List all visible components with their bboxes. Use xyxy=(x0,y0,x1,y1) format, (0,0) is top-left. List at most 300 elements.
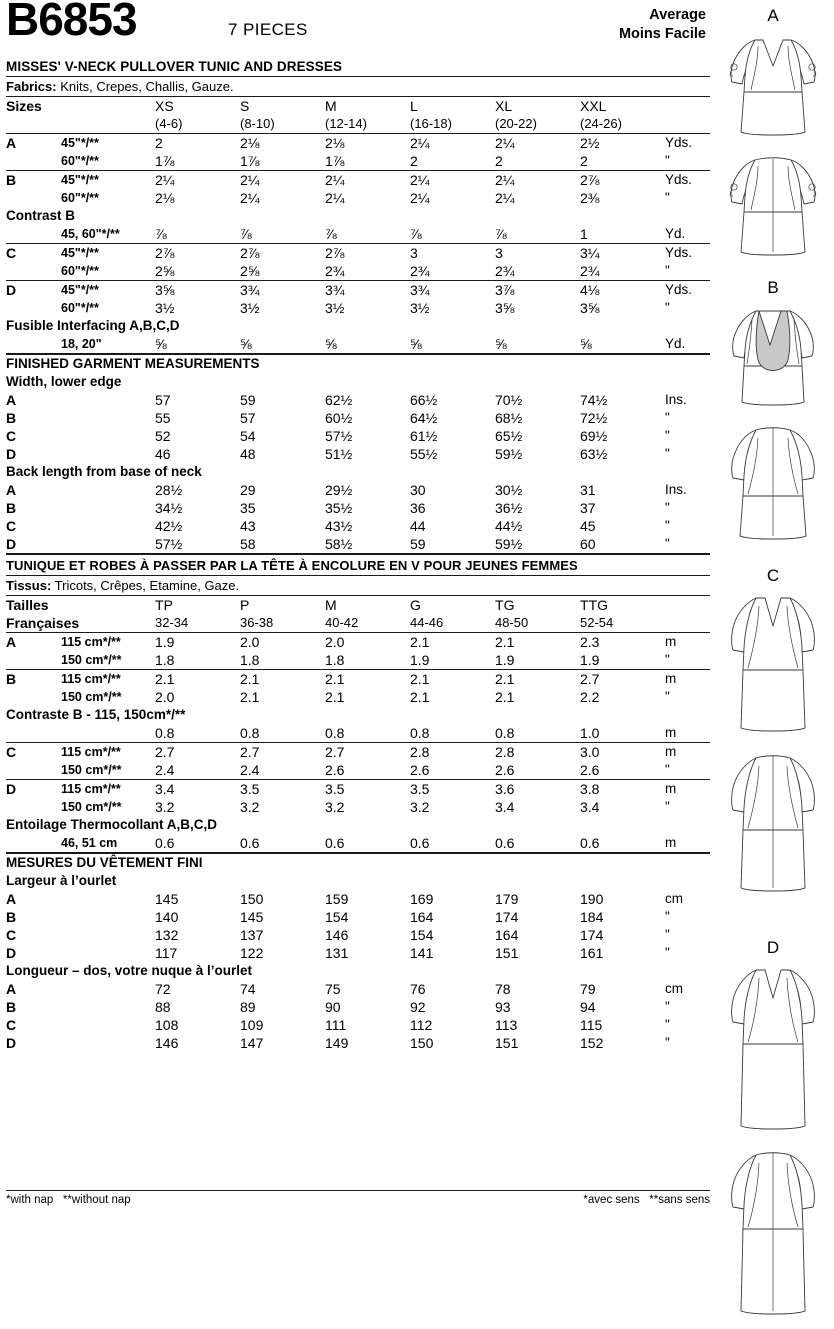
nap-note-french: *avec sens **sans sens xyxy=(583,1194,710,1206)
yardage-value: 3.2 xyxy=(155,799,175,815)
yardage-value: 1.9 xyxy=(495,652,515,668)
measurement-value: 57½ xyxy=(325,428,353,444)
measurement-value: 145 xyxy=(155,891,179,907)
yardage-value: 2.7 xyxy=(580,671,600,687)
fgm-length-label: Longueur – dos, votre nuque à l’ourlet xyxy=(6,963,253,978)
yardage-value: 2¼ xyxy=(495,135,515,151)
yardage-value: 2.6 xyxy=(410,762,430,778)
unit-cell xyxy=(665,596,710,614)
measurement-value: 57 xyxy=(155,392,171,408)
view-label-a: A xyxy=(767,6,779,25)
yardage-value: ⅞ xyxy=(495,226,507,242)
table-row xyxy=(6,1034,710,1052)
table-row xyxy=(6,281,710,299)
measurement-value: 190 xyxy=(580,891,604,907)
yardage-value: 2.0 xyxy=(155,689,175,705)
measurement-value: 88 xyxy=(155,999,171,1015)
measurement-value: 159 xyxy=(325,891,349,907)
yardage-value: 3.5 xyxy=(240,781,260,797)
yardage-value: 2¾ xyxy=(325,263,345,279)
size-code: L xyxy=(410,98,418,114)
difficulty-french: Moins Facile xyxy=(618,25,706,42)
yardage-value: 2.1 xyxy=(410,634,430,650)
measurement-value: 59 xyxy=(240,392,256,408)
yardage-value: 1.8 xyxy=(240,652,260,668)
sizes-label: Tailles xyxy=(6,597,49,613)
measurement-value: 59½ xyxy=(495,536,523,552)
yardage-value: 3¾ xyxy=(410,282,430,298)
measurement-value: 63½ xyxy=(580,446,608,462)
view-b-front-illustration xyxy=(718,298,828,418)
fgm-length-label: Back length from base of neck xyxy=(6,464,202,479)
contrast-b-label: Contrast B xyxy=(6,208,76,223)
unit-cell: " xyxy=(665,446,670,461)
size-code: TG xyxy=(495,597,515,613)
yardage-value: 2.1 xyxy=(325,689,345,705)
unit-cell: " xyxy=(665,1017,670,1032)
fabric-width: 60"*/** xyxy=(61,301,99,315)
yardage-value: 2.7 xyxy=(240,744,260,760)
table-row xyxy=(6,780,710,798)
yardage-value: 3⅝ xyxy=(580,300,600,316)
view-c-back-illustration xyxy=(718,746,828,906)
yardage-value: 2.7 xyxy=(325,744,345,760)
english-yardage-b xyxy=(6,171,710,243)
unit-cell: " xyxy=(665,428,670,443)
yardage-value: 2.1 xyxy=(410,689,430,705)
yardage-value: 0.8 xyxy=(495,725,515,741)
fabric-width: 60"*/** xyxy=(61,264,99,278)
table-row xyxy=(6,651,710,669)
table-row xyxy=(6,97,710,115)
yardage-value: 4⅛ xyxy=(580,282,600,298)
unit-cell: Yds. xyxy=(665,245,693,260)
yardage-value: 1.9 xyxy=(155,634,175,650)
measurement-value: 90 xyxy=(325,999,341,1015)
view-letter: C xyxy=(6,428,17,444)
measurement-value: 137 xyxy=(240,927,264,943)
measurement-value: 154 xyxy=(410,927,434,943)
yardage-value: 3.2 xyxy=(240,799,260,815)
yardage-value: 2¾ xyxy=(580,263,600,279)
table-row xyxy=(6,926,710,944)
view-letter: A xyxy=(6,634,17,650)
measurement-value: 30 xyxy=(410,482,426,498)
table-row xyxy=(6,706,710,724)
yardage-value: 2¼ xyxy=(325,190,345,206)
table-row xyxy=(6,225,710,243)
spacer-cell xyxy=(61,980,155,998)
measurement-value: 140 xyxy=(155,909,179,925)
table-row xyxy=(6,499,710,517)
yardage-value: 2.1 xyxy=(410,671,430,687)
view-d-front-illustration xyxy=(718,958,828,1143)
size-range: (8-10) xyxy=(240,116,275,131)
pattern-number: B6853 xyxy=(6,0,137,45)
unit-cell: " xyxy=(665,652,670,667)
fabric-width: 46, 51 cm xyxy=(61,836,118,850)
yardage-value: 0.6 xyxy=(240,835,260,851)
yardage-value: 2.2 xyxy=(580,689,600,705)
spacer-cell xyxy=(61,517,155,535)
view-label-d: D xyxy=(766,938,780,957)
view-b-back-illustration xyxy=(718,418,828,548)
spacer-cell xyxy=(61,1016,155,1034)
table-row xyxy=(6,134,710,152)
measurement-value: 29 xyxy=(240,482,256,498)
view-letter: A xyxy=(6,135,17,151)
measurement-value: 92 xyxy=(410,999,426,1015)
size-code: TTG xyxy=(580,597,609,613)
french-fabrics-value: Tricots, Crêpes, Etamine, Gaze. xyxy=(51,578,240,593)
measurement-value: 29½ xyxy=(325,482,353,498)
view-group-c xyxy=(712,566,834,906)
english-fabrics-label: Fabrics: xyxy=(6,79,57,94)
measurement-value: 58½ xyxy=(325,536,353,552)
unit-cell xyxy=(665,97,710,115)
yardage-value: 2¾ xyxy=(495,263,515,279)
contrast-b-label: Contraste B - 115, 150cm*/** xyxy=(6,707,186,722)
table-row xyxy=(6,834,710,852)
english-yardage-c xyxy=(6,244,710,280)
measurement-value: 42½ xyxy=(155,518,183,534)
fabric-width: 45"*/** xyxy=(61,136,99,150)
yardage-value: 3.4 xyxy=(495,799,515,815)
yardage-value: 3.8 xyxy=(580,781,600,797)
view-letter: D xyxy=(6,781,17,797)
table-row xyxy=(6,373,710,391)
unit-cell: " xyxy=(665,999,670,1014)
measurement-value: 57½ xyxy=(155,536,183,552)
table-row xyxy=(6,355,710,373)
table-row xyxy=(6,171,710,189)
measurement-value: 72 xyxy=(155,981,171,997)
measurement-value: 55½ xyxy=(410,446,438,462)
yardage-value: ⅝ xyxy=(155,336,167,352)
measurement-value: 131 xyxy=(325,945,349,961)
yardage-value: 2¼ xyxy=(240,190,260,206)
table-row xyxy=(6,908,710,926)
size-code: M xyxy=(325,98,337,114)
yardage-value: 2¼ xyxy=(495,190,515,206)
table-row xyxy=(6,535,710,553)
spacer-cell xyxy=(61,1034,155,1052)
yardage-value: 1⅞ xyxy=(155,153,175,169)
yardage-value: 0.6 xyxy=(495,835,515,851)
measurement-value: 65½ xyxy=(495,428,523,444)
measurement-value: 150 xyxy=(410,1035,434,1051)
spacer-cell xyxy=(61,445,155,463)
yardage-value: 2¼ xyxy=(410,135,430,151)
table-row xyxy=(6,633,710,651)
measurement-value: 174 xyxy=(580,927,604,943)
unit-cell: " xyxy=(665,1035,670,1050)
unit-cell: " xyxy=(665,689,670,704)
unit-cell: " xyxy=(665,263,670,278)
measurement-value: 174 xyxy=(495,909,519,925)
table-row xyxy=(6,816,710,834)
yardage-value: 3.4 xyxy=(580,799,600,815)
measurement-value: 154 xyxy=(325,909,349,925)
view-group-b xyxy=(712,278,834,548)
measurement-value: 31 xyxy=(580,482,596,498)
measurement-value: 43½ xyxy=(325,518,353,534)
fabric-width: 45"*/** xyxy=(61,173,99,187)
yardage-value: 3.6 xyxy=(495,781,515,797)
view-letter: D xyxy=(6,282,17,298)
nap-note-english: *with nap **without nap xyxy=(6,1194,131,1206)
yardage-value: 3.5 xyxy=(410,781,430,797)
spacer-cell xyxy=(6,724,61,742)
view-letter: B xyxy=(6,909,17,925)
measurement-value: 46 xyxy=(155,446,171,462)
measurement-value: 70½ xyxy=(495,392,523,408)
measurement-value: 37 xyxy=(580,500,596,516)
view-letter: C xyxy=(6,744,17,760)
table-row xyxy=(6,670,710,688)
measurement-value: 75 xyxy=(325,981,341,997)
yardage-value: ⅞ xyxy=(410,226,422,242)
yardage-value: 2 xyxy=(495,153,503,169)
yardage-value: 1.8 xyxy=(325,652,345,668)
fabric-width: 45"*/** xyxy=(61,283,99,297)
fabric-width xyxy=(61,724,155,742)
measurement-value: 59 xyxy=(410,536,426,552)
view-letter: A xyxy=(6,392,17,408)
table-row xyxy=(6,998,710,1016)
measurement-value: 122 xyxy=(240,945,264,961)
table-row xyxy=(6,189,710,207)
yardage-value: ⅞ xyxy=(325,226,337,242)
yardage-value: 2.6 xyxy=(580,762,600,778)
measurement-value: 62½ xyxy=(325,392,353,408)
measurement-value: 149 xyxy=(325,1035,349,1051)
fabric-width: 115 cm*/** xyxy=(61,635,121,649)
yardage-value: 2.3 xyxy=(580,634,600,650)
fabric-width: 150 cm*/** xyxy=(61,800,122,814)
size-code: P xyxy=(240,597,250,613)
fgm-width-label: Largeur à l’ourlet xyxy=(6,873,117,888)
yardage-value: 2⅝ xyxy=(155,263,175,279)
yardage-value: 2.1 xyxy=(325,671,345,687)
yardage-value: 3⅝ xyxy=(155,282,175,298)
measurement-value: 35½ xyxy=(325,500,353,516)
measurement-value: 64½ xyxy=(410,410,438,426)
yardage-value: 2 xyxy=(410,153,418,169)
unit-cell: Ins. xyxy=(665,482,687,497)
measurement-value: 164 xyxy=(495,927,519,943)
envelope-header xyxy=(6,0,710,58)
yardage-value: 0.8 xyxy=(155,725,175,741)
yardage-value: 0.6 xyxy=(410,835,430,851)
measurement-value: 52 xyxy=(155,428,171,444)
yardage-value: 2.1 xyxy=(495,689,515,705)
measurement-value: 132 xyxy=(155,927,179,943)
measurement-value: 94 xyxy=(580,999,596,1015)
unit-cell: " xyxy=(665,945,670,960)
table-row xyxy=(6,335,710,353)
view-label-b: B xyxy=(767,278,779,297)
spacer-cell xyxy=(61,998,155,1016)
size-range: (24-26) xyxy=(580,116,622,131)
yardage-value: 3¾ xyxy=(325,282,345,298)
yardage-value: 3.5 xyxy=(325,781,345,797)
measurement-value: 35 xyxy=(240,500,256,516)
unit-cell: " xyxy=(665,410,670,425)
view-letter: C xyxy=(6,245,17,261)
view-letter: A xyxy=(6,891,17,907)
fabric-width: 150 cm*/** xyxy=(61,763,122,777)
english-title: MISSES' V-NECK PULLOVER TUNIC AND DRESSES xyxy=(6,59,343,74)
french-size-header-table xyxy=(6,596,710,632)
view-c-front-illustration xyxy=(718,586,828,746)
yardage-value: 2.1 xyxy=(155,671,175,687)
view-label-c: C xyxy=(766,566,780,585)
measurement-value: 109 xyxy=(240,1017,264,1033)
unit-cell: " xyxy=(665,536,670,551)
yardage-value: 1 xyxy=(580,226,588,242)
yardage-value: 2⅞ xyxy=(155,245,175,261)
spacer-cell xyxy=(6,225,61,243)
measurement-value: 141 xyxy=(410,945,434,961)
measurement-value: 55 xyxy=(155,410,171,426)
table-row xyxy=(6,688,710,706)
measurement-value: 61½ xyxy=(410,428,438,444)
fabric-width: 60"*/** xyxy=(61,154,99,168)
yardage-value: 2⅞ xyxy=(240,245,260,261)
fgm-title: MESURES DU VÊTEMENT FINI xyxy=(6,855,203,870)
yardage-value: 2 xyxy=(155,135,163,151)
table-row xyxy=(6,743,710,761)
table-row xyxy=(6,944,710,962)
fabric-width: 150 cm*/** xyxy=(61,690,122,704)
measurement-value: 36 xyxy=(410,500,426,516)
measurement-value: 72½ xyxy=(580,410,608,426)
yardage-value: 2⅞ xyxy=(325,245,345,261)
unit-cell: Yds. xyxy=(665,135,693,150)
spacer-cell xyxy=(61,535,155,553)
yardage-value: 2¼ xyxy=(155,172,175,188)
view-letter: A xyxy=(6,482,17,498)
fabric-width: 115 cm*/** xyxy=(61,745,121,759)
yardage-value: 2.1 xyxy=(240,671,260,687)
size-range: (20-22) xyxy=(495,116,537,131)
measurement-value: 74½ xyxy=(580,392,608,408)
table-row xyxy=(6,798,710,816)
yardage-value: ⅝ xyxy=(325,336,337,352)
yardage-value: ⅝ xyxy=(580,336,592,352)
table-row xyxy=(6,724,710,742)
size-range: 52-54 xyxy=(580,615,614,630)
french-yardage-b xyxy=(6,670,710,742)
size-code: S xyxy=(240,98,250,114)
yardage-value: 2⅝ xyxy=(240,263,260,279)
yardage-value: 2.1 xyxy=(240,689,260,705)
yardage-value: 2½ xyxy=(580,135,600,151)
yardage-value: 1⅞ xyxy=(240,153,260,169)
measurement-value: 69½ xyxy=(580,428,608,444)
yardage-value: 1.9 xyxy=(410,652,430,668)
yardage-value: 2.4 xyxy=(155,762,175,778)
measurement-value: 68½ xyxy=(495,410,523,426)
table-row xyxy=(6,409,710,427)
table-row xyxy=(6,872,710,890)
yardage-value: 2.0 xyxy=(325,634,345,650)
measurement-value: 74 xyxy=(240,981,256,997)
size-range: (12-14) xyxy=(325,116,367,131)
footer xyxy=(6,1190,710,1206)
measurement-value: 45 xyxy=(580,518,596,534)
unit-cell: " xyxy=(665,909,670,924)
size-code: G xyxy=(410,597,421,613)
measurement-value: 89 xyxy=(240,999,256,1015)
unit-cell: Yd. xyxy=(665,226,686,241)
view-letter: B xyxy=(6,410,17,426)
table-row xyxy=(6,463,710,481)
yardage-value: 2.4 xyxy=(240,762,260,778)
french-finished-measurements xyxy=(6,854,710,1052)
yardage-value: 2.0 xyxy=(240,634,260,650)
yardage-value: 0.6 xyxy=(325,835,345,851)
unit-cell: " xyxy=(665,500,670,515)
table-row xyxy=(6,299,710,317)
table-row xyxy=(6,115,710,133)
spacer-cell xyxy=(61,908,155,926)
measurement-value: 54 xyxy=(240,428,256,444)
view-group-a xyxy=(712,6,834,266)
fgm-title: FINISHED GARMENT MEASUREMENTS xyxy=(6,356,260,371)
yardage-value: 2¼ xyxy=(410,190,430,206)
measurement-value: 111 xyxy=(325,1017,347,1033)
yardage-value: 2.6 xyxy=(325,762,345,778)
yardage-value: 3⅝ xyxy=(495,300,515,316)
yardage-value: 3 xyxy=(410,245,418,261)
measurement-value: 93 xyxy=(495,999,511,1015)
yardage-value: 1⅞ xyxy=(325,153,345,169)
size-range: 32-34 xyxy=(155,615,189,630)
yardage-value: 2.8 xyxy=(495,744,515,760)
measurement-value: 161 xyxy=(580,945,604,961)
english-finished-measurements xyxy=(6,355,710,553)
unit-cell: m xyxy=(665,744,677,759)
table-row xyxy=(6,427,710,445)
size-range: 48-50 xyxy=(495,615,529,630)
table-row xyxy=(6,890,710,908)
yardage-value: 3½ xyxy=(325,300,345,316)
measurement-value: 58 xyxy=(240,536,256,552)
yardage-value: 2¼ xyxy=(325,172,345,188)
spacer-cell xyxy=(61,427,155,445)
english-fabrics xyxy=(6,77,710,96)
spacer-cell xyxy=(61,391,155,409)
unit-cell: m xyxy=(665,671,677,686)
fabric-width: 150 cm*/** xyxy=(61,653,122,667)
table-row xyxy=(6,761,710,779)
unit-cell: " xyxy=(665,153,670,168)
spacer-cell xyxy=(61,499,155,517)
size-range: 44-46 xyxy=(410,615,444,630)
unit-cell: " xyxy=(665,190,670,205)
unit-cell: cm xyxy=(665,891,683,906)
measurement-value: 113 xyxy=(495,1017,518,1033)
yardage-value: 3.4 xyxy=(155,781,175,797)
measurement-value: 66½ xyxy=(410,392,438,408)
table-row xyxy=(6,854,710,872)
fabric-width: 115 cm*/** xyxy=(61,782,121,796)
measurement-value: 179 xyxy=(495,891,519,907)
table-row xyxy=(6,262,710,280)
french-yardage-d xyxy=(6,780,710,852)
